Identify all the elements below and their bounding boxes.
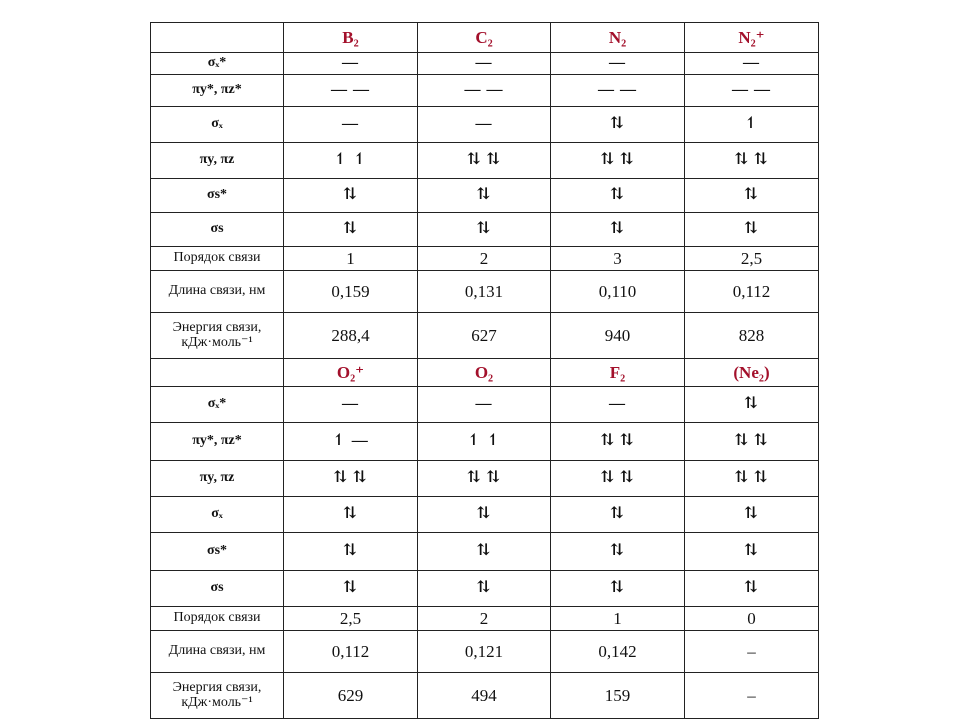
property-label: Энергия связи, кДж·моль⁻¹	[151, 673, 284, 719]
orbital-cell: ⇅	[284, 213, 418, 247]
orbital-cell: ⇅	[284, 533, 418, 571]
orbital-cell: — —	[418, 75, 551, 107]
orbital-cell: —	[418, 107, 551, 143]
value-cell: 1	[284, 247, 418, 271]
orbital-label: πy*, πz*	[151, 75, 284, 107]
value-cell: –	[685, 631, 819, 673]
corner-cell	[151, 23, 284, 53]
orbital-cell: —	[551, 387, 685, 423]
value-cell: 2	[418, 607, 551, 631]
orbital-label: σₓ	[151, 107, 284, 143]
value-cell: 2,5	[284, 607, 418, 631]
bottom-header-row	[151, 359, 819, 387]
property-label: Длина связи, нм	[151, 271, 284, 313]
value-cell: 3	[551, 247, 685, 271]
orbital-label: πy, πz	[151, 461, 284, 497]
value-cell: 0,110	[551, 271, 685, 313]
orbital-cell: ⇅	[284, 497, 418, 533]
table-row	[151, 179, 819, 213]
molecule-header: O₂	[418, 359, 551, 387]
value-cell: 629	[284, 673, 418, 719]
orbital-cell: ↿ —	[284, 423, 418, 461]
orbital-label: σs	[151, 213, 284, 247]
table-row	[151, 387, 819, 423]
orbital-cell: ⇅	[551, 107, 685, 143]
orbital-cell: ⇅	[284, 179, 418, 213]
table-row	[151, 313, 819, 359]
orbital-cell: ↿	[685, 107, 819, 143]
orbital-cell: ⇅ ⇅	[685, 143, 819, 179]
molecule-header: N₂	[551, 23, 685, 53]
orbital-cell: ⇅	[551, 571, 685, 607]
table-row	[151, 247, 819, 271]
orbital-label: σₓ*	[151, 53, 284, 75]
orbital-label: πy, πz	[151, 143, 284, 179]
table-row	[151, 607, 819, 631]
table-row	[151, 271, 819, 313]
orbital-cell: ⇅	[551, 213, 685, 247]
orbital-cell: —	[284, 387, 418, 423]
table-row	[151, 673, 819, 719]
value-cell: 627	[418, 313, 551, 359]
property-label: Порядок связи	[151, 607, 284, 631]
table-row	[151, 53, 819, 75]
orbital-cell: ⇅	[284, 571, 418, 607]
value-cell: 0,131	[418, 271, 551, 313]
top-header-row	[151, 23, 819, 53]
orbital-cell: ⇅ ⇅	[418, 143, 551, 179]
orbital-cell: ⇅ ⇅	[685, 461, 819, 497]
property-label: Энергия связи, кДж·моль⁻¹	[151, 313, 284, 359]
orbital-cell: — —	[284, 75, 418, 107]
orbital-cell: ↿ ↿	[418, 423, 551, 461]
table-row	[151, 423, 819, 461]
table-row	[151, 571, 819, 607]
property-label: Длина связи, нм	[151, 631, 284, 673]
value-cell: 0,112	[685, 271, 819, 313]
value-cell: 940	[551, 313, 685, 359]
value-cell: 2,5	[685, 247, 819, 271]
molecule-header: (Ne₂)	[685, 359, 819, 387]
orbital-cell: ⇅	[418, 179, 551, 213]
value-cell: 0	[685, 607, 819, 631]
table-row	[151, 533, 819, 571]
orbital-cell: —	[418, 387, 551, 423]
orbital-cell: ⇅	[551, 533, 685, 571]
orbital-cell: —	[551, 53, 685, 75]
orbital-cell: ↿ ↿	[284, 143, 418, 179]
orbital-cell: —	[284, 107, 418, 143]
table-row	[151, 107, 819, 143]
orbital-cell: ⇅	[418, 497, 551, 533]
value-cell: 2	[418, 247, 551, 271]
value-cell: 159	[551, 673, 685, 719]
molecule-header: C₂	[418, 23, 551, 53]
orbital-cell: ⇅	[685, 213, 819, 247]
table-row	[151, 75, 819, 107]
orbital-label: σs	[151, 571, 284, 607]
value-cell: –	[685, 673, 819, 719]
orbital-cell: ⇅	[418, 213, 551, 247]
orbital-cell: —	[418, 53, 551, 75]
orbital-cell: ⇅	[551, 179, 685, 213]
value-cell: 0,159	[284, 271, 418, 313]
orbital-cell: ⇅	[418, 533, 551, 571]
orbital-cell: ⇅	[685, 533, 819, 571]
orbital-label: σs*	[151, 179, 284, 213]
value-cell: 494	[418, 673, 551, 719]
value-cell: 0,112	[284, 631, 418, 673]
table-row	[151, 461, 819, 497]
value-cell: 1	[551, 607, 685, 631]
orbital-label: σₓ*	[151, 387, 284, 423]
orbital-cell: ⇅ ⇅	[418, 461, 551, 497]
value-cell: 0,142	[551, 631, 685, 673]
orbital-cell: —	[284, 53, 418, 75]
orbital-cell: ⇅	[551, 497, 685, 533]
orbital-cell: ⇅ ⇅	[284, 461, 418, 497]
value-cell: 828	[685, 313, 819, 359]
orbital-cell: ⇅ ⇅	[551, 461, 685, 497]
mo-table	[150, 22, 819, 719]
orbital-cell: ⇅	[418, 571, 551, 607]
molecule-header: F₂	[551, 359, 685, 387]
molecule-header: N₂⁺	[685, 23, 819, 53]
value-cell: 288,4	[284, 313, 418, 359]
orbital-cell: ⇅	[685, 497, 819, 533]
molecule-header: O₂⁺	[284, 359, 418, 387]
value-cell: 0,121	[418, 631, 551, 673]
orbital-label: πy*, πz*	[151, 423, 284, 461]
orbital-cell: — —	[685, 75, 819, 107]
mo-table-sheet	[150, 22, 818, 714]
orbital-cell: ⇅ ⇅	[551, 423, 685, 461]
corner-cell	[151, 359, 284, 387]
orbital-label: σs*	[151, 533, 284, 571]
orbital-cell: ⇅	[685, 179, 819, 213]
table-row	[151, 631, 819, 673]
orbital-cell: ⇅ ⇅	[685, 423, 819, 461]
table-row	[151, 213, 819, 247]
table-row	[151, 143, 819, 179]
orbital-label: σₓ	[151, 497, 284, 533]
orbital-cell: ⇅ ⇅	[551, 143, 685, 179]
table-row	[151, 497, 819, 533]
orbital-cell: —	[685, 53, 819, 75]
orbital-cell: ⇅	[685, 571, 819, 607]
orbital-cell: ⇅	[685, 387, 819, 423]
orbital-cell: — —	[551, 75, 685, 107]
molecule-header: B₂	[284, 23, 418, 53]
property-label: Порядок связи	[151, 247, 284, 271]
